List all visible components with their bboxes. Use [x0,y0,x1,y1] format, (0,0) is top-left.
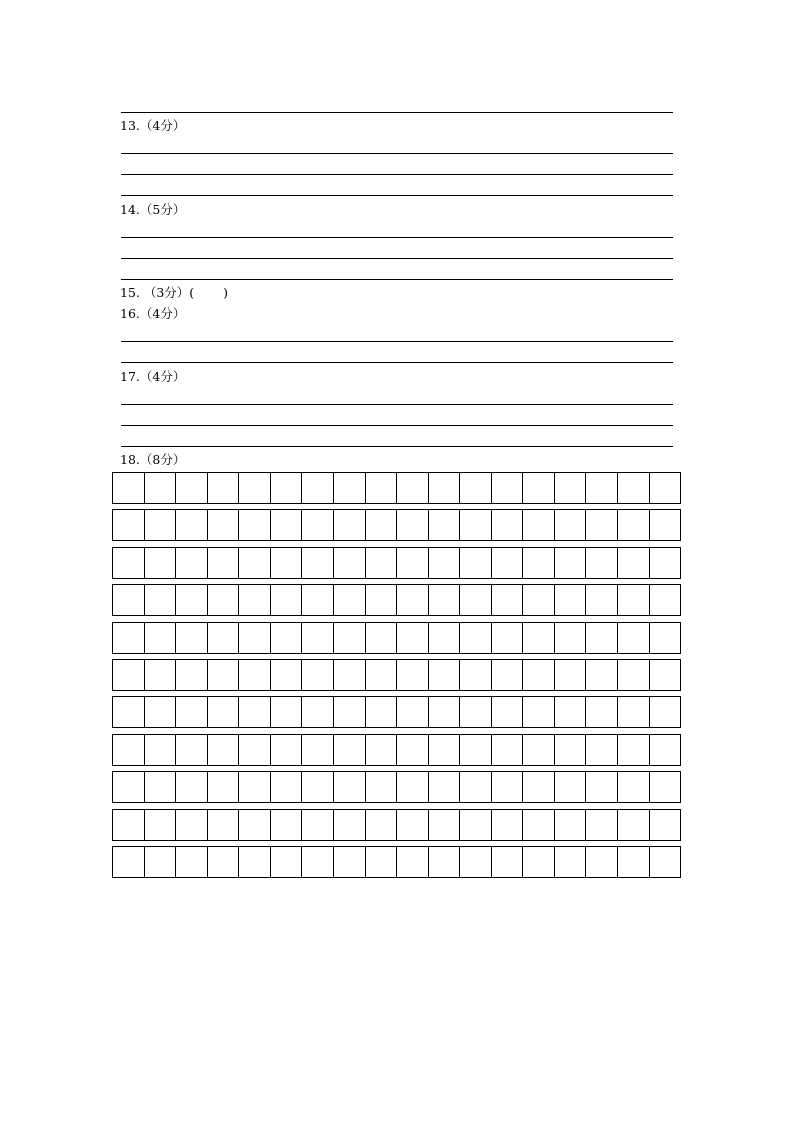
grid-cell[interactable] [618,847,650,877]
grid-cell[interactable] [460,697,492,727]
grid-cell[interactable] [460,847,492,877]
grid-cell[interactable] [492,697,524,727]
grid-cell[interactable] [397,660,429,690]
grid-cell[interactable] [334,623,366,653]
grid-cell[interactable] [555,735,587,765]
answer-line [121,112,673,113]
grid-cell[interactable] [145,735,177,765]
grid-cell[interactable] [366,473,398,503]
grid-cell[interactable] [397,585,429,615]
grid-cell[interactable] [145,510,177,540]
grid-row [112,771,681,803]
grid-cell[interactable] [334,548,366,578]
grid-row [112,659,681,691]
grid-cell[interactable] [271,548,303,578]
grid-cell[interactable] [492,510,524,540]
grid-cell[interactable] [618,735,650,765]
grid-cell[interactable] [145,810,177,840]
grid-cell[interactable] [366,548,398,578]
grid-cell[interactable] [460,735,492,765]
answer-line[interactable] [121,195,673,196]
grid-cell[interactable] [586,810,618,840]
grid-cell[interactable] [145,585,177,615]
grid-cell[interactable] [239,473,271,503]
grid-cell[interactable] [650,772,681,802]
grid-cell[interactable] [555,697,587,727]
grid-cell[interactable] [366,735,398,765]
grid-cell[interactable] [113,510,145,540]
grid-cell[interactable] [145,772,177,802]
grid-cell[interactable] [618,810,650,840]
grid-cell[interactable] [302,735,334,765]
grid-cell[interactable] [271,623,303,653]
grid-cell[interactable] [586,772,618,802]
question-14-label: 14.（5分） [120,202,186,217]
grid-cell[interactable] [208,548,240,578]
grid-cell[interactable] [460,623,492,653]
grid-cell[interactable] [397,847,429,877]
answer-line[interactable] [121,237,673,238]
grid-cell[interactable] [397,510,429,540]
grid-cell[interactable] [208,810,240,840]
grid-cell[interactable] [650,510,681,540]
grid-cell[interactable] [302,510,334,540]
grid-cell[interactable] [239,847,271,877]
grid-cell[interactable] [650,585,681,615]
grid-cell[interactable] [176,623,208,653]
grid-cell[interactable] [586,660,618,690]
grid-cell[interactable] [176,810,208,840]
grid-cell[interactable] [145,548,177,578]
grid-cell[interactable] [460,473,492,503]
grid-cell[interactable] [302,772,334,802]
grid-cell[interactable] [208,847,240,877]
grid-cell[interactable] [586,510,618,540]
grid-cell[interactable] [239,623,271,653]
answer-line[interactable] [121,153,673,154]
grid-cell[interactable] [334,473,366,503]
grid-cell[interactable] [618,510,650,540]
grid-cell[interactable] [586,585,618,615]
grid-cell[interactable] [208,735,240,765]
grid-row [112,509,681,541]
grid-cell[interactable] [113,735,145,765]
grid-cell[interactable] [586,697,618,727]
grid-cell[interactable] [397,810,429,840]
grid-cell[interactable] [397,697,429,727]
grid-row [112,622,681,654]
grid-cell[interactable] [397,735,429,765]
answer-line[interactable] [121,258,673,259]
grid-cell[interactable] [145,847,177,877]
answer-line[interactable] [121,174,673,175]
grid-cell[interactable] [334,510,366,540]
grid-cell[interactable] [429,510,461,540]
grid-cell[interactable] [302,697,334,727]
composition-grid[interactable] [112,472,681,878]
grid-cell[interactable] [208,660,240,690]
grid-row [112,809,681,841]
grid-cell[interactable] [650,735,681,765]
grid-cell[interactable] [397,473,429,503]
question-18-label: 18.（8分） [120,452,186,467]
grid-cell[interactable] [618,697,650,727]
grid-cell[interactable] [429,847,461,877]
grid-cell[interactable] [113,697,145,727]
grid-row [112,734,681,766]
grid-cell[interactable] [523,473,555,503]
grid-cell[interactable] [650,548,681,578]
grid-cell[interactable] [618,623,650,653]
grid-cell[interactable] [145,473,177,503]
grid-cell[interactable] [523,697,555,727]
grid-cell[interactable] [113,548,145,578]
grid-cell[interactable] [302,623,334,653]
question-13-label: 13.（4分） [120,118,186,133]
answer-line[interactable] [121,446,673,447]
grid-cell[interactable] [366,847,398,877]
grid-cell[interactable] [523,585,555,615]
grid-row [112,472,681,504]
grid-cell[interactable] [271,735,303,765]
grid-cell[interactable] [492,772,524,802]
question-17-label: 17.（4分） [120,369,186,384]
grid-cell[interactable] [618,473,650,503]
grid-cell[interactable] [334,585,366,615]
grid-cell[interactable] [208,697,240,727]
grid-cell[interactable] [208,772,240,802]
grid-cell[interactable] [366,510,398,540]
grid-cell[interactable] [302,660,334,690]
grid-cell[interactable] [302,548,334,578]
grid-cell[interactable] [176,548,208,578]
grid-cell[interactable] [618,585,650,615]
grid-cell[interactable] [176,735,208,765]
grid-cell[interactable] [555,510,587,540]
grid-cell[interactable] [271,847,303,877]
grid-row [112,584,681,616]
grid-cell[interactable] [397,772,429,802]
grid-cell[interactable] [208,585,240,615]
grid-cell[interactable] [302,847,334,877]
grid-cell[interactable] [429,585,461,615]
grid-cell[interactable] [460,510,492,540]
grid-cell[interactable] [429,548,461,578]
grid-cell[interactable] [334,810,366,840]
grid-cell[interactable] [460,772,492,802]
grid-cell[interactable] [271,585,303,615]
grid-cell[interactable] [429,697,461,727]
grid-cell[interactable] [555,548,587,578]
grid-cell[interactable] [429,473,461,503]
grid-cell[interactable] [650,473,681,503]
grid-cell[interactable] [271,772,303,802]
grid-cell[interactable] [366,697,398,727]
grid-cell[interactable] [208,623,240,653]
grid-cell[interactable] [271,810,303,840]
answer-line[interactable] [121,404,673,405]
grid-cell[interactable] [334,847,366,877]
grid-cell[interactable] [113,623,145,653]
grid-cell[interactable] [650,623,681,653]
grid-cell[interactable] [302,585,334,615]
grid-cell[interactable] [366,623,398,653]
grid-cell[interactable] [113,473,145,503]
answer-line[interactable] [121,425,673,426]
question-15-label: 15. （3分）( ) [120,285,229,300]
grid-cell[interactable] [334,735,366,765]
grid-cell[interactable] [586,623,618,653]
grid-cell[interactable] [239,810,271,840]
grid-cell[interactable] [650,810,681,840]
grid-cell[interactable] [555,810,587,840]
grid-cell[interactable] [492,660,524,690]
grid-cell[interactable] [555,847,587,877]
grid-cell[interactable] [271,473,303,503]
grid-cell[interactable] [492,810,524,840]
grid-cell[interactable] [650,847,681,877]
grid-cell[interactable] [113,847,145,877]
grid-cell[interactable] [586,735,618,765]
grid-row [112,846,681,878]
grid-cell[interactable] [113,772,145,802]
grid-cell[interactable] [555,585,587,615]
grid-cell[interactable] [208,510,240,540]
grid-cell[interactable] [176,510,208,540]
grid-cell[interactable] [429,810,461,840]
grid-cell[interactable] [239,548,271,578]
grid-cell[interactable] [145,623,177,653]
grid-cell[interactable] [145,697,177,727]
grid-cell[interactable] [302,473,334,503]
grid-cell[interactable] [492,735,524,765]
grid-cell[interactable] [145,660,177,690]
grid-cell[interactable] [176,473,208,503]
grid-cell[interactable] [176,847,208,877]
grid-cell[interactable] [334,697,366,727]
grid-cell[interactable] [460,660,492,690]
grid-cell[interactable] [523,772,555,802]
grid-cell[interactable] [618,660,650,690]
grid-cell[interactable] [492,473,524,503]
grid-cell[interactable] [239,772,271,802]
grid-cell[interactable] [555,623,587,653]
grid-row [112,696,681,728]
grid-cell[interactable] [492,623,524,653]
grid-cell[interactable] [366,772,398,802]
grid-cell[interactable] [429,772,461,802]
grid-cell[interactable] [523,623,555,653]
grid-cell[interactable] [429,623,461,653]
grid-cell[interactable] [492,585,524,615]
grid-cell[interactable] [618,548,650,578]
grid-cell[interactable] [239,660,271,690]
grid-cell[interactable] [271,510,303,540]
grid-cell[interactable] [523,735,555,765]
grid-cell[interactable] [208,473,240,503]
grid-cell[interactable] [271,697,303,727]
grid-cell[interactable] [586,473,618,503]
grid-cell[interactable] [429,660,461,690]
grid-cell[interactable] [523,660,555,690]
grid-cell[interactable] [397,548,429,578]
grid-row [112,547,681,579]
grid-cell[interactable] [271,660,303,690]
grid-cell[interactable] [586,847,618,877]
answer-line[interactable] [121,279,673,280]
grid-cell[interactable] [176,660,208,690]
grid-cell[interactable] [239,697,271,727]
grid-cell[interactable] [239,510,271,540]
grid-cell[interactable] [239,585,271,615]
grid-cell[interactable] [113,810,145,840]
grid-cell[interactable] [397,623,429,653]
grid-cell[interactable] [492,847,524,877]
grid-cell[interactable] [523,810,555,840]
grid-cell[interactable] [523,847,555,877]
question-16-label: 16.（4分） [120,306,186,321]
grid-cell[interactable] [366,660,398,690]
answer-line[interactable] [121,341,673,342]
grid-cell[interactable] [176,585,208,615]
grid-cell[interactable] [460,548,492,578]
grid-cell[interactable] [176,697,208,727]
grid-cell[interactable] [555,473,587,503]
grid-cell[interactable] [302,810,334,840]
grid-cell[interactable] [429,735,461,765]
grid-cell[interactable] [334,660,366,690]
grid-cell[interactable] [523,548,555,578]
grid-cell[interactable] [650,697,681,727]
grid-cell[interactable] [460,585,492,615]
answer-line[interactable] [121,362,673,363]
grid-cell[interactable] [650,660,681,690]
grid-cell[interactable] [334,772,366,802]
grid-cell[interactable] [492,548,524,578]
grid-cell[interactable] [113,660,145,690]
grid-cell[interactable] [618,772,650,802]
grid-cell[interactable] [366,810,398,840]
grid-cell[interactable] [555,660,587,690]
grid-cell[interactable] [176,772,208,802]
grid-cell[interactable] [555,772,587,802]
grid-cell[interactable] [523,510,555,540]
grid-cell[interactable] [366,585,398,615]
grid-cell[interactable] [113,585,145,615]
grid-cell[interactable] [460,810,492,840]
grid-cell[interactable] [239,735,271,765]
grid-cell[interactable] [586,548,618,578]
